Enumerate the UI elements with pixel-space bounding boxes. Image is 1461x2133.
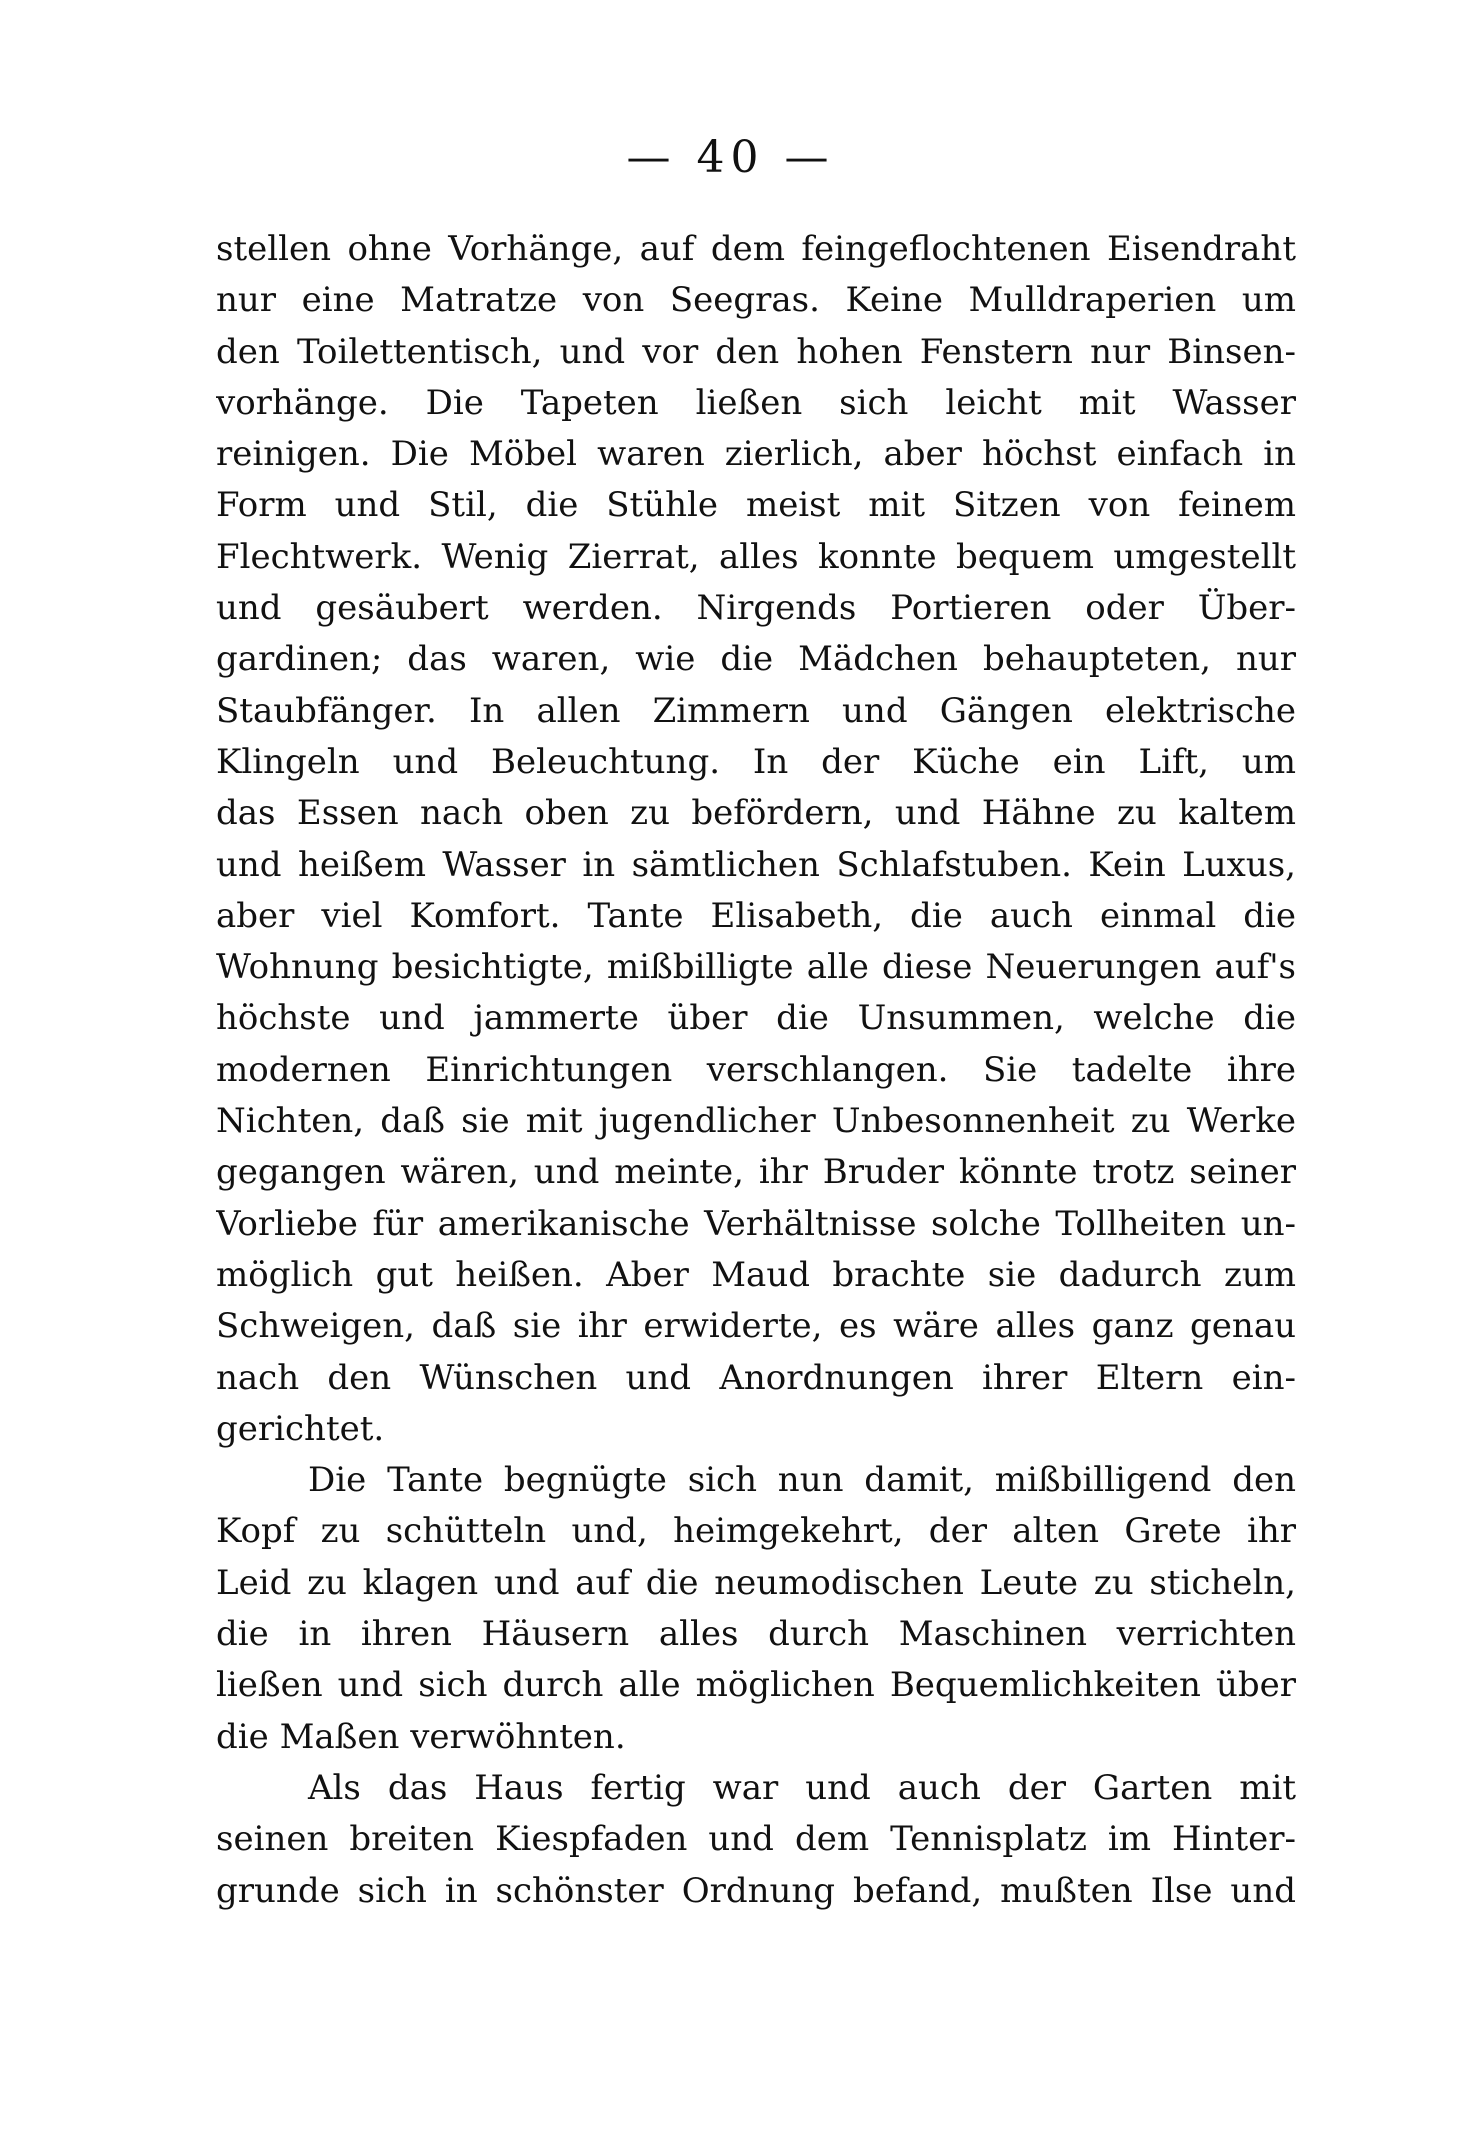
- text-line: nur eine Matratze von Seegras. Keine Mulldraperien um: [216, 280, 1296, 321]
- paragraph-start-line: Die Tante begnügte sich nun damit, mißbilligend den: [308, 1460, 1296, 1501]
- text-line: Schweigen, daß sie ihr erwiderte, es wäre alles ganz genau: [216, 1306, 1296, 1347]
- text-line: möglich gut heißen. Aber Maud brachte sie dadurch zum: [216, 1254, 1296, 1295]
- text-line: aber viel Komfort. Tante Elisabeth, die auch einmal die: [216, 895, 1296, 936]
- text-line: Nichten, daß sie mit jugendlicher Unbesonnenheit zu Werke: [216, 1101, 1296, 1142]
- text-line: höchste und jammerte über die Unsummen, welche die: [216, 998, 1296, 1039]
- text-line: Flechtwerk. Wenig Zierrat, alles konnte bequem umgestellt: [216, 536, 1296, 577]
- text-line: Klingeln und Beleuchtung. In der Küche ein Lift, um: [216, 741, 1296, 782]
- text-line: den Toilettentisch, und vor den hohen Fenstern nur Binsen-: [216, 331, 1296, 372]
- text-line: stellen ohne Vorhänge, auf dem feingeflochtenen Eisendraht: [216, 229, 1296, 269]
- text-line: reinigen. Die Möbel waren zierlich, aber höchst einfach in: [216, 434, 1296, 475]
- text-line: seinen breiten Kiespfaden und dem Tennisplatz im Hinter-: [216, 1819, 1296, 1860]
- text-line: Leid zu klagen und auf die neumodischen Leute zu sticheln,: [216, 1562, 1296, 1603]
- text-line: Form und Stil, die Stühle meist mit Sitzen von feinem: [216, 485, 1296, 526]
- text-line: und heißem Wasser in sämtlichen Schlafstuben. Kein Luxus,: [216, 844, 1296, 885]
- paragraph-start-line: Als das Haus fertig war und auch der Garten mit: [308, 1767, 1296, 1808]
- text-line: gardinen; das waren, wie die Mädchen behaupteten, nur: [216, 639, 1296, 680]
- page-number: — 40 —: [626, 132, 835, 183]
- text-line: ließen und sich durch alle möglichen Bequemlichkeiten über: [216, 1665, 1296, 1706]
- text-line: Kopf zu schütteln und, heimgekehrt, der alten Grete ihr: [216, 1511, 1296, 1552]
- text-line: Vorliebe für amerikanische Verhältnisse solche Tollheiten un-: [216, 1203, 1296, 1244]
- text-line: nach den Wünschen und Anordnungen ihrer Eltern ein-: [216, 1357, 1296, 1398]
- body-text: [216, 224, 1296, 1917]
- paragraph-end-line: die Maßen verwöhnten.: [216, 1716, 626, 1757]
- paragraph-end-line: gerichtet.: [216, 1408, 385, 1449]
- text-line: Staubfänger. In allen Zimmern und Gängen elektrische: [216, 690, 1296, 731]
- text-line: das Essen nach oben zu befördern, und Hähne zu kaltem: [216, 793, 1296, 834]
- text-line: und gesäubert werden. Nirgends Portieren oder Über-: [216, 588, 1296, 629]
- text-line: gegangen wären, und meinte, ihr Bruder könnte trotz seiner: [216, 1152, 1296, 1193]
- text-line: die in ihren Häusern alles durch Maschinen verrichten: [216, 1614, 1296, 1655]
- text-line: modernen Einrichtungen verschlangen. Sie tadelte ihre: [216, 1049, 1296, 1090]
- text-line: vorhänge. Die Tapeten ließen sich leicht mit Wasser: [216, 382, 1296, 423]
- text-line: Wohnung besichtigte, mißbilligte alle diese Neuerungen auf's: [216, 947, 1296, 988]
- text-line: grunde sich in schönster Ordnung befand, mußten Ilse und: [216, 1870, 1296, 1911]
